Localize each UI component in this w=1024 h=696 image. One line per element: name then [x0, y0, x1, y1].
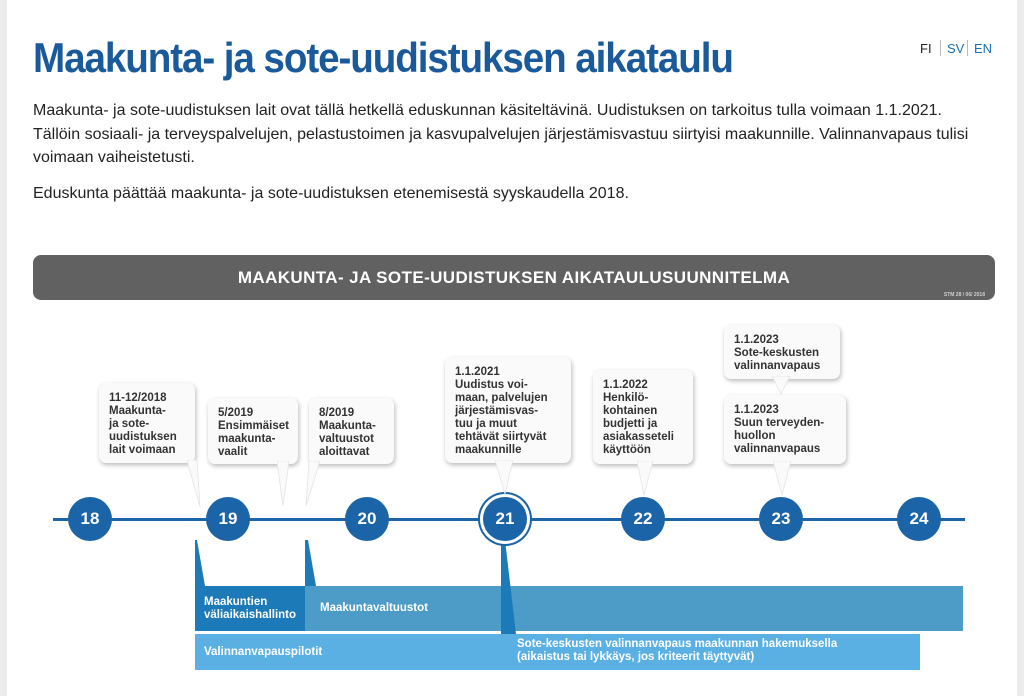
connector-wedge: [501, 540, 516, 634]
page: [7, 0, 1017, 696]
bubble-pointer: [187, 460, 203, 508]
infographic-title: MAAKUNTA- JA SOTE-UUDISTUKSEN AIKATAULUSUUNNITELMA: [237, 268, 791, 287]
bar-label: Valinnanvapauspilotit: [204, 646, 323, 658]
milestone-bubble: [445, 357, 571, 463]
year-marker-2020: 20: [345, 497, 389, 541]
milestone-bubble: [208, 398, 298, 464]
language-sv-link[interactable]: SV: [947, 41, 965, 56]
year-marker-2024: 24: [897, 497, 941, 541]
year-marker-2022: 22: [621, 497, 665, 541]
infographic-code: STM 28 / 06/ 2018: [943, 292, 985, 298]
bubble-pointer: [637, 461, 655, 497]
year-marker-2023: 23: [759, 497, 803, 541]
bar-label: Maakuntavaltuustot: [320, 602, 428, 614]
milestone-text: 1.1.2021 Uudistus voi- maan, palvelujen järjestämisvas- tuu ja muut tehtävät siirtyvät maakunnille: [455, 366, 548, 456]
milestone-bubble: [99, 383, 195, 463]
milestone-text: 5/2019 Ensimmäiset maakunta- vaalit: [218, 407, 289, 458]
intro-paragraph: Maakunta- ja sote-uudistuksen lait ovat tällä hetkellä eduskunnan käsiteltävinä. Uudistuksen on tarkoitus tulla voimaan 1.1.2021. Tällöin sosiaali- ja terveyspalvelujen, pelastustoimen ja kasvupalvelujen järjestämisvastuu siirtyisi maakunnille. Valinnanvapaus tulisi voimaan vaiheistetusti.: [33, 102, 969, 166]
bubble-pointer: [773, 461, 793, 497]
milestone-bubble: [724, 395, 846, 464]
year-marker-2019: 19: [206, 497, 250, 541]
bubble-pointer: [495, 460, 515, 496]
milestone-bubble: [724, 325, 840, 379]
bar-label: Maakuntien väliaikaishallinto: [204, 596, 297, 621]
connector-wedge: [305, 540, 316, 586]
milestone-text: 8/2019 Maakunta- valtuustot aloittavat: [319, 407, 376, 458]
milestone-text: 1.1.2022 Henkilö- kohtainen budjetti ja asiakasseteli käyttöön: [603, 379, 674, 456]
bar-label: Sote-keskusten valinnanvapaus maakunnan hakemuksella (aikaistus tai lykkäys, jos kriteerit täyttyvät): [517, 638, 838, 663]
language-fi-link[interactable]: FI: [920, 41, 932, 56]
milestone-text: 1.1.2023 Sote-keskusten valinnanvapaus: [734, 334, 821, 372]
bubble-pointer: [277, 461, 293, 507]
milestone-bubble: [309, 398, 394, 464]
intro-paragraph-2: Eduskunta päättää maakunta- ja sote-uudistuksen etenemisestä syyskaudella 2018.: [33, 185, 629, 202]
year-marker-2018: 18: [68, 497, 112, 541]
language-en-link[interactable]: EN: [974, 41, 993, 56]
milestone-bubble: [593, 370, 693, 464]
bar-connectors: [7, 0, 1017, 696]
connector-wedge: [195, 540, 205, 586]
bubble-pointer: [305, 461, 321, 507]
milestone-text: 1.1.2023 Suun terveyden- huollon valinnanvapaus: [734, 404, 825, 455]
page-title: Maakunta- ja sote-uudistuksen aikataulu: [33, 34, 733, 81]
milestone-text: 11-12/2018 Maakunta- ja sote- uudistuksen lait voimaan: [109, 392, 177, 456]
year-marker-2021-current: 21: [483, 497, 527, 541]
